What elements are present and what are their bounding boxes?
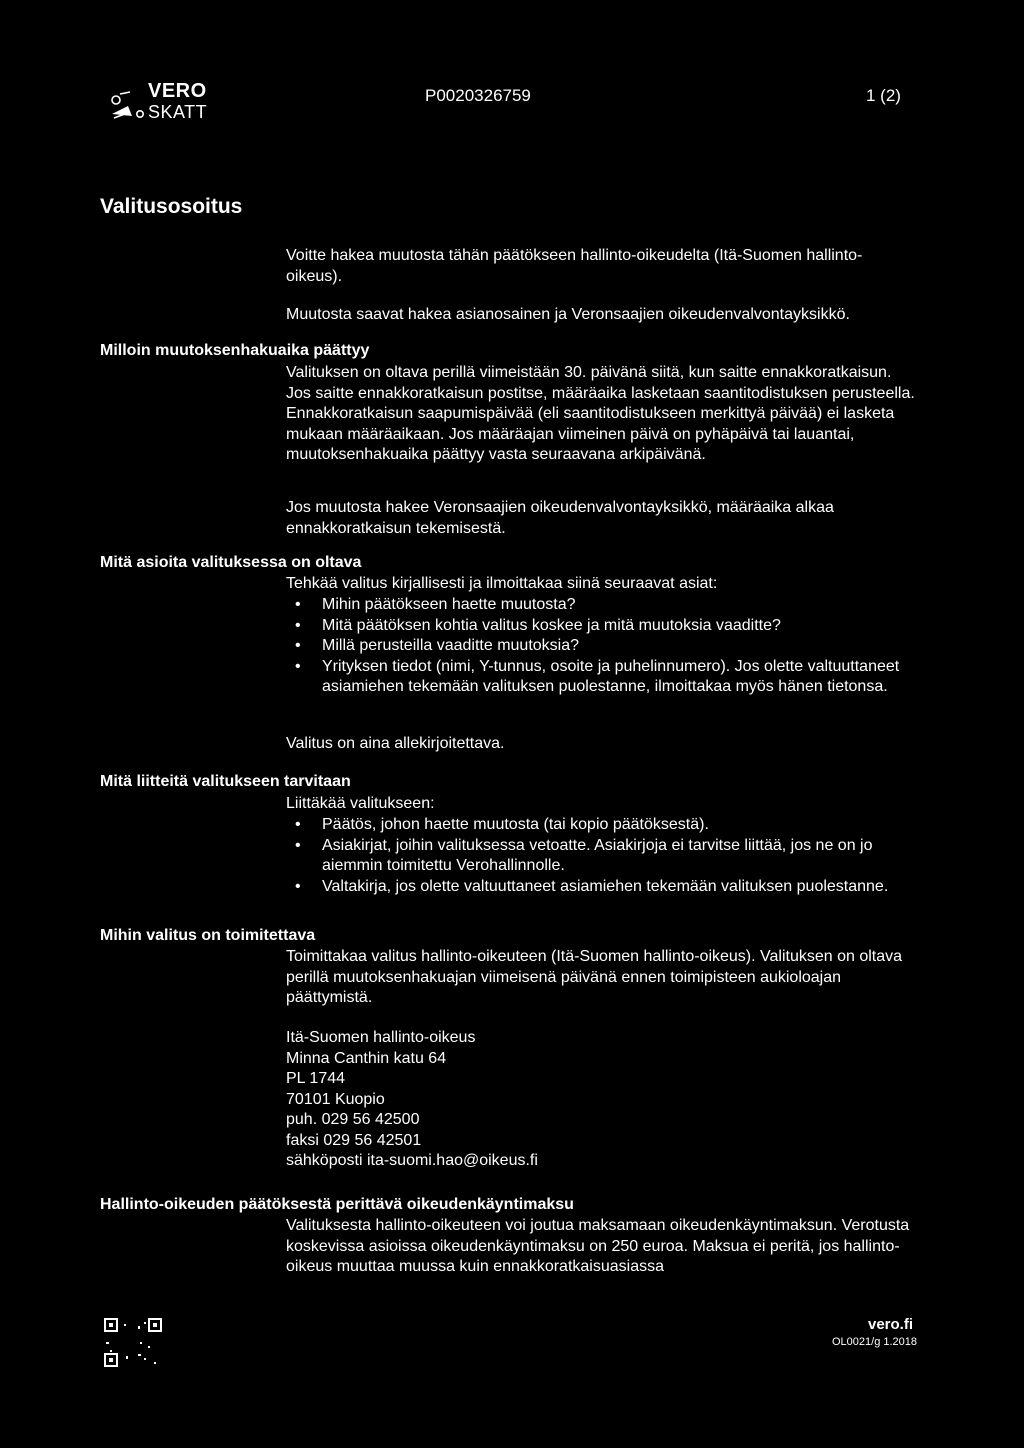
logo-vero-text: VERO — [148, 80, 207, 102]
section-heading-attachments: Mitä liitteitä valitukseen tarvitaan — [100, 773, 351, 790]
list-item: • Yrityksen tiedot (nimi, Y-tunnus, osoite ja puhelinnumero). Jos olette valtuuttaneet asiamiehen tekemään valituksen puolestanne, ilmoittakaa myös hänen tietonsa. — [286, 657, 916, 698]
signature-note: Valitus on aina allekirjoitettava. — [286, 735, 505, 752]
logo-skatt-text: SKATT — [148, 102, 208, 122]
section-heading-fee: Hallinto-oikeuden päätöksestä perittävä oikeudenkäyntimaksu — [100, 1196, 574, 1213]
list-item: • Millä perusteilla vaaditte muutoksia? — [286, 636, 916, 657]
list-item: • Valtakirja, jos olette valtuuttaneet asiamiehen tekemään valituksen puolestanne. — [286, 877, 916, 898]
intro-paragraph-2: Muutosta saavat hakea asianosainen ja Veronsaajien oikeudenvalvontayksikkö. — [286, 306, 850, 323]
section-heading-content: Mitä asioita valituksessa on oltava — [100, 554, 362, 571]
section-heading-delivery: Mihin valitus on toimitettava — [100, 927, 316, 944]
page-title: Valitusosoitus — [100, 195, 243, 218]
footer-website: vero.fi — [868, 1316, 914, 1333]
deadline-paragraph-2: Jos muutosta hakee Veronsaajien oikeudenvalvontayksikkö, määräaika alkaa ennakkoratkaisun tekemisestä. — [286, 499, 834, 537]
address-line: 70101 Kuopio — [286, 1090, 385, 1108]
page-number: 1 (2) — [866, 86, 901, 105]
court-address — [286, 1028, 538, 1172]
vero-skatt-logo — [108, 80, 238, 128]
logo-emblem-icon — [108, 88, 144, 124]
deadline-paragraph-1: Valituksen on oltava perillä viimeistään 30. päivänä siitä, kun saitte ennakkoratkaisun. Jos saitte ennakkoratkaisun postitse, määräaika lasketaan saantitodistuksen perusteella. Ennakkoratkaisun saapumispäivää (eli saantitodistukseen merkittyä päivää) ei lasketa mukaan määräaikaan. Jos määräajan viimeinen päivä on pyhäpäivä tai lauantai, muutoksenhakuaika päättyy vasta seuraavana arkipäivänä. — [286, 364, 915, 463]
section-heading-deadline: Milloin muutoksenhakuaika päättyy — [100, 342, 370, 359]
list-item: • Asiakirjat, joihin valituksessa vetoatte. Asiakirjoja ei tarvitse liittää, jos ne on jo aiemmin toimitettu Verohallinnolle. — [286, 836, 916, 877]
fee-paragraph: Valituksesta hallinto-oikeuteen voi joutua maksamaan oikeudenkäyntimaksun. Verotusta koskevissa asioissa oikeudenkäyntimaksu on 250 euroa. Maksua ei peritä, jos hallinto-oikeus muuttaa muussa kuin ennakkoratkaisuasiassa — [286, 1217, 910, 1275]
delivery-paragraph: Toimittakaa valitus hallinto-oikeuteen (Itä-Suomen hallinto-oikeus). Valituksen on oltava perillä muutoksenhakuajan viimeisenä päivänä ennen toimipisteen aukioloajan päättymistä. — [286, 948, 903, 1006]
qr-code-icon — [104, 1318, 164, 1368]
address-line: Itä-Suomen hallinto-oikeus — [286, 1029, 476, 1046]
list-item: • Mitä päätöksen kohtia valitus koskee ja mitä muutoksia vaaditte? — [286, 616, 916, 637]
content-list — [286, 595, 916, 698]
attachments-list — [286, 815, 916, 897]
address-line: sähköposti ita-suomi.hao@oikeus.fi — [286, 1152, 538, 1169]
intro-paragraph-1: Voitte hakea muutosta tähän päätökseen hallinto-oikeudelta (Itä-Suomen hallinto-oikeus). — [286, 247, 863, 285]
footer-form-code: OL0021/g 1.2018 — [832, 1336, 918, 1348]
list-item: • Mihin päätökseen haette muutosta? — [286, 595, 916, 616]
document-id: P0020326759 — [425, 86, 531, 105]
address-line: PL 1744 — [286, 1070, 346, 1087]
list-item: • Päätös, johon haette muutosta (tai kopio päätöksestä). — [286, 815, 916, 836]
address-line: Minna Canthin katu 64 — [286, 1049, 447, 1067]
content-intro: Tehkää valitus kirjallisesti ja ilmoittakaa siinä seuraavat asiat: — [286, 575, 718, 592]
address-line: puh. 029 56 42500 — [286, 1111, 420, 1128]
address-line: faksi 029 56 42501 — [286, 1131, 422, 1149]
attachments-intro: Liittäkää valitukseen: — [286, 795, 435, 812]
